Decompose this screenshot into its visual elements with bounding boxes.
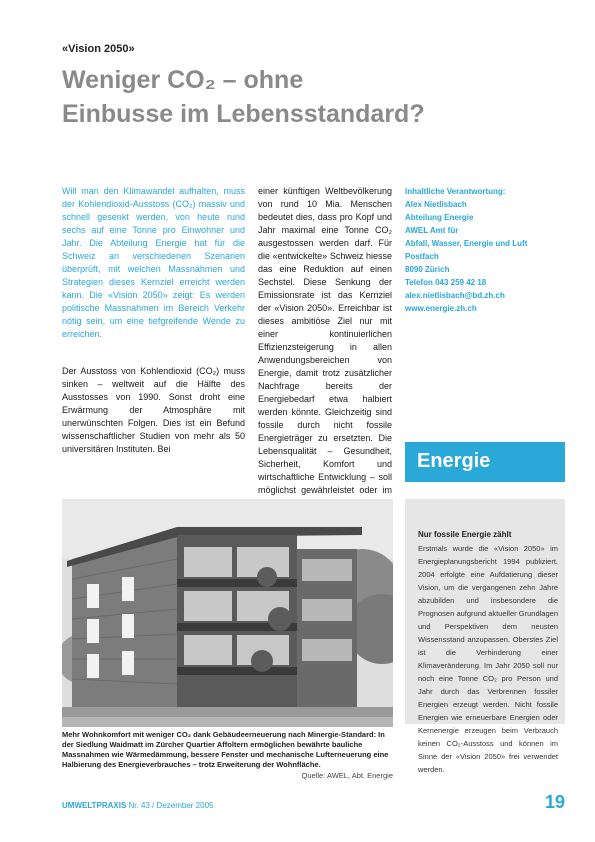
contact-office: AWEL Amt für (405, 226, 459, 235)
title-line-1: Weniger CO₂ – ohne (62, 66, 304, 94)
section-label: Energie (417, 450, 491, 472)
building-photo (62, 499, 393, 727)
page-number: 19 (544, 792, 565, 812)
contact-phone: Telefon 043 259 42 18 (405, 278, 487, 287)
contact-department: Abteilung Energie (405, 213, 474, 222)
page-title (62, 63, 522, 131)
sidebar-text: Erstmals wurde die «Vision 2050» im Energieplanungsbericht 1994 publiziert. 2004 erfolgte eine Aufdatierung dieser Vision, um die vergangenen zehn Jahre abzubilden und insbesondere die Prognosen aufgrund aktueller Grundlagen und Perspektiven dem neusten Wissensstand anzupassen. Oberstes Ziel ist die Verhinderung einer Klimaveränderung. Im Jahr 2050 soll nur noch eine Tonne CO₂ pro Person und Jahr durch das Verbrennen fossiler Energien erzeugt werden. Nicht fossile Energien wie erneuerbare Energien oder Kernenergie erzeugen beim Verbrauch keinen CO₂-Ausstoss und können im Sinne der «Vision 2050» frei verwendet werden. (418, 544, 558, 774)
contact-postbox: Postfach (405, 252, 439, 261)
contact-email[interactable]: alex.nietlisbach@bd.zh.ch (405, 291, 505, 300)
magazine-name: UMWELTPRAXIS (62, 801, 127, 810)
section-label-box (405, 442, 565, 482)
contact-city: 8090 Zürich (405, 265, 450, 274)
body-column-2: einer künftigen Weltbevölkerung von rund 10 Mia. Menschen bedeutet dies, dass pro Kopf und Jahr maximal eine Tonne CO₂ ausgestossen werden darf. Für die «entwickelte» Schweiz hiesse das eine Reduktion auf einen Sechstel. Diese Senkung der Emissionsrate ist das Kernziel der «Vision 2050». Erreichbar ist dieses ambitiöse Ziel nur mit einer kontinuierlichen Effizienzsteigerung in allen Anwendungsbereichen von Energie, damit trotz zusätzlicher Nachfrage bereits der Energiebedarf etwa halbiert werden könnte. Gleichzeitig sind fossile durch nicht fossile Energieträger zu ersetzten. Die Lebensqualität – Gesundheit, Sicherheit, Komfort und wirtschaftliche Entwicklung – soll möglichst gewährleistet oder im (258, 186, 392, 495)
building-illustration (62, 499, 393, 727)
issue-info: Nr. 43 / Dezember 2005 (128, 801, 214, 810)
photo-source: Quelle: AWEL, Abt. Energie (301, 771, 393, 780)
contact-block (405, 185, 565, 315)
contact-heading: Inhaltliche Verantwortung: (405, 187, 506, 196)
sidebar-box (405, 499, 565, 774)
kicker: «Vision 2050» (62, 43, 135, 55)
footer (62, 801, 213, 810)
sidebar-heading: Nur fossile Energie zählt (418, 530, 512, 539)
contact-website[interactable]: www.energie.zh.ch (405, 304, 477, 313)
body-column-1: Der Ausstoss von Kohlendioxid (CO₂) muss sinken – weltweit auf die Hälfte des Ausstosses von 1990. Sonst droht eine Erwärmung der Atmosphäre mit unerwünschten Folgen. Dies ist ein Befund wissenschaftlicher Studien von mehr als 50 universitären Instituten. Bei (62, 366, 245, 454)
lead-paragraph: Will man den Klimawandel aufhalten, muss der Kohlendioxid-Ausstoss (CO₂) massiv und schnell gesenkt werden, von heute rund sechs auf eine Tonne pro Einwohner und Jahr. Die Abteilung Energie hat für die Schweiz an verschiedenen Szenarien überprüft, mit welchen Massnahmen und Strategien dieses Kernziel erreicht werden kann. Die «Vision 2050» zeigt: Es werden politische Massnahmen im Bereich Verkehr nötig sein, um eine tiefgreifende Wende zu erreichen. (62, 186, 245, 339)
title-line-2: Einbusse im Lebensstandard? (62, 100, 425, 128)
contact-name: Alex Nietlisbach (405, 200, 467, 209)
photo-caption: Mehr Wohnkomfort mit weniger CO₂ dank Gebäudeerneuerung nach Minergie-Standard: In der Siedlung Waidmatt im Zürcher Quartier Affoltern ermöglichen bewährte bauliche Massnahmen wie Wärmedämmung, bessere Fenster und mechanische Lufterneuerung eine Halbierung des Energieverbrauches – trotz Erweiterung der Wohnfläche. (62, 730, 389, 769)
contact-office-full: Abfall, Wasser, Energie und Luft (405, 239, 528, 248)
